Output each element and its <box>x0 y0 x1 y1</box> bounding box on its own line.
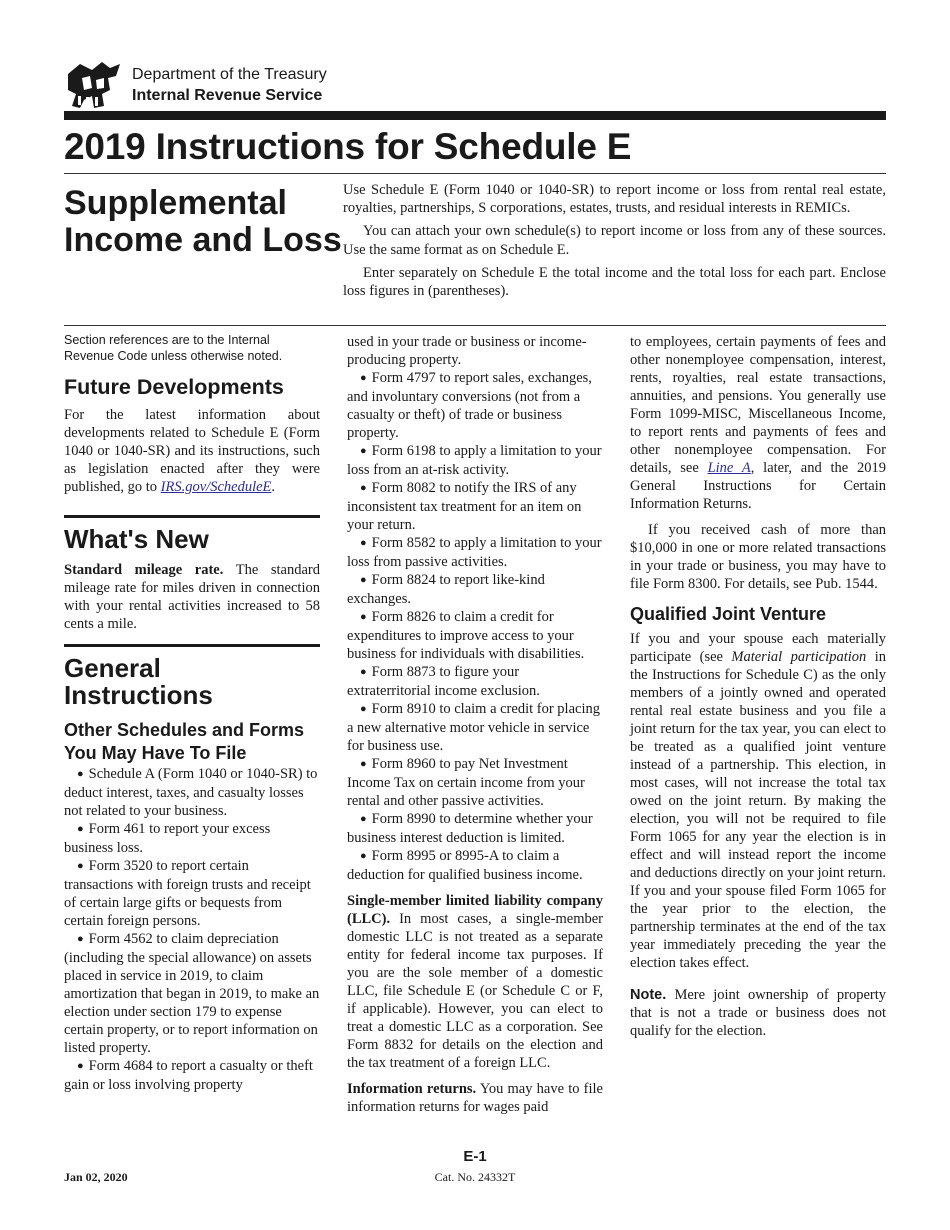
llc-label: Single-member limited liability company (LLC). <box>347 893 603 927</box>
mileage-rate-text: The standard mileage rate for miles driven in connection with your rental activities increased to 58 cents a mile. <box>64 562 321 632</box>
list-item-continued: used in your trade or business or income-producing property. <box>347 334 587 368</box>
list-item: ● Form 8824 to report like-kind exchanges. <box>347 572 545 607</box>
list-item: ● Form 8873 to figure your extraterritorial income exclusion. <box>347 664 540 699</box>
list-item-text: Form 8995 or 8995-A to claim a deduction for qualified business income. <box>347 848 583 883</box>
list-item-text: Form 4684 to report a casualty or theft gain or loss involving property <box>64 1058 313 1093</box>
mileage-rate-paragraph <box>64 561 320 633</box>
column-1 <box>64 333 320 1094</box>
list-item: ● Form 8826 to claim a credit for expenditures to improve access to your business for individuals with disabilities. <box>347 609 585 662</box>
intro-paragraph: Enter separately on Schedule E the total income and the total loss for each part. Enclose loss figures in (parentheses). <box>343 264 886 300</box>
list-item: ● Form 8582 to apply a limitation to your loss from passive activities. <box>347 535 602 570</box>
list-item-text: Form 4562 to claim depreciation (including the special allowance) on assets placed in service in 2019, to claim amortization that began in 2019, to make an election under section 179 to expense certain property, or to report information on listed property. <box>64 931 320 1056</box>
agency-service: Internal Revenue Service <box>132 87 323 104</box>
list-item-text: Form 6198 to apply a limitation to your loss from an at-risk activity. <box>347 443 602 478</box>
irs-eagle-logo-icon <box>64 60 124 110</box>
list-item: ● Form 4684 to report a casualty or theft gain or loss involving property <box>64 1058 313 1093</box>
list-item-text: Form 4797 to report sales, exchanges, and involuntary conversions (not from a casualty or theft) of trade or business property. <box>347 370 592 441</box>
list-item: ● Form 4797 to report sales, exchanges, and involuntary conversions (not from a casualty or theft) of trade or business property. <box>347 370 592 441</box>
header-thick-rule <box>64 111 886 120</box>
list-item-text: Form 461 to report your excess business loss. <box>64 821 271 856</box>
list-item-text: Form 8960 to pay Net Investment Income Tax on certain income from your rental and other passive activities. <box>347 756 585 809</box>
intro-text <box>343 181 886 305</box>
column-3 <box>630 333 886 1040</box>
information-returns-paragraph <box>347 1080 603 1116</box>
section-rule <box>64 644 320 647</box>
list-item: ● Form 461 to report your excess business loss. <box>64 821 271 856</box>
qualified-joint-venture-text <box>630 630 886 972</box>
list-item-text: Form 8582 to apply a limitation to your loss from passive activities. <box>347 535 602 570</box>
general-instructions-heading-line-2: Instructions <box>64 680 213 710</box>
column-2 <box>347 333 603 1116</box>
list-item-text: Form 8990 to determine whether your business interest deduction is limited. <box>347 811 593 846</box>
revision-date: Jan 02, 2020 <box>64 1170 128 1184</box>
note-label: Note. <box>630 987 667 1003</box>
list-item-text: Schedule A (Form 1040 or 1040-SR) to deduct interest, taxes, and casualty losses not related to your business. <box>64 766 318 819</box>
list-item-text: Form 8082 to notify the IRS of any inconsistent tax treatment for an item on your return. <box>347 480 582 533</box>
other-schedules-heading: Other Schedules and Forms You May Have To File <box>64 720 305 763</box>
list-item-text: Form 8826 to claim a credit for expenditures to improve access to your business for individuals with disabilities. <box>347 609 585 662</box>
agency-department: Department of the Treasury <box>132 66 327 83</box>
list-item-text: Form 8910 to claim a credit for placing a new alternative motor vehicle in service for business use. <box>347 701 600 754</box>
list-item: ● Form 8995 or 8995-A to claim a deduction for qualified business income. <box>347 848 583 883</box>
list-item-text: Form 8824 to report like-kind exchanges. <box>347 572 545 607</box>
list-item-text: Form 3520 to report certain transactions with foreign trusts and receipt of certain large gifts or bequests from certain foreign persons. <box>64 858 311 929</box>
intro-paragraph: Use Schedule E (Form 1040 or 1040-SR) to report income or loss from rental real estate, royalties, partnerships, S corporations, estates, trusts, and residual interests in REMICs. <box>343 182 886 217</box>
paragraph-text: If you and your spouse each materially participate (see <box>630 631 886 665</box>
intro-rule <box>64 325 886 326</box>
paragraph-text: to employees, certain payments of fees and other nonemployee compensation, interest, rents, royalties, real estate transactions, annuities, and pensions. You generally use Form 1099-MISC, Miscellaneous Income, to report rents and payments of fees and other nonemployee compensation. For details, see <box>630 334 886 476</box>
irs-schedule-e-link[interactable]: IRS.gov/ScheduleE <box>160 479 272 495</box>
list-item: ● Form 6198 to apply a limitation to your loss from an at-risk activity. <box>347 443 602 478</box>
list-item: ● Schedule A (Form 1040 or 1040-SR) to deduct interest, taxes, and casualty losses not related to your business. <box>64 766 318 819</box>
document-title: 2019 Instructions for Schedule E <box>64 126 632 167</box>
agency-name <box>132 64 327 106</box>
document-subtitle <box>64 185 344 259</box>
future-developments-heading: Future Developments <box>64 375 284 399</box>
line-a-link[interactable]: Line A <box>707 460 751 476</box>
page-number: E-1 <box>463 1148 487 1165</box>
subtitle-line-2: Income and Loss <box>64 221 342 259</box>
list-item-text: Form 8873 to figure your extraterritorial income exclusion. <box>347 664 540 699</box>
other-forms-list <box>64 765 320 1094</box>
list-item: ● Form 8990 to determine whether your business interest deduction is limited. <box>347 811 593 846</box>
mileage-rate-label: Standard mileage rate. <box>64 562 224 578</box>
subtitle-line-1: Supplemental <box>64 184 287 222</box>
future-developments-body: For the latest information about developments related to Schedule E (Form 1040 or 1040-SR) and its instructions, such as legislation enacted after they were published, go to <box>64 407 320 495</box>
future-developments-text <box>64 406 320 496</box>
general-instructions-heading-line-1: General <box>64 653 161 683</box>
list-item: ● Form 8960 to pay Net Investment Income Tax on certain income from your rental and other passive activities. <box>347 756 585 809</box>
general-instructions-heading <box>64 655 320 709</box>
material-participation-term: Material participation <box>731 649 867 665</box>
information-returns-text: You may have to file information returns for wages paid <box>347 1081 603 1115</box>
note-text: Mere joint ownership of property that is not a trade or business does not qualify for the election. <box>630 987 886 1039</box>
qualified-joint-venture-heading: Qualified Joint Venture <box>630 604 827 624</box>
catalog-number: Cat. No. 24332T <box>434 1170 516 1184</box>
title-rule <box>64 173 886 174</box>
sentence-end: . <box>271 479 276 495</box>
list-item: ● Form 3520 to report certain transactions with foreign trusts and receipt of certain large gifts or bequests from certain foreign persons. <box>64 858 311 929</box>
list-item: ● Form 8082 to notify the IRS of any inconsistent tax treatment for an item on your return. <box>347 480 582 533</box>
information-returns-label: Information returns. <box>347 1081 477 1097</box>
paragraph-text: , later, and the 2019 General Instructions for Certain Information Returns. <box>630 460 886 512</box>
section-rule <box>64 515 320 518</box>
llc-paragraph <box>347 892 603 1072</box>
intro-paragraph: You can attach your own schedule(s) to report income or loss from any of these sources. Use the same format as on Schedule E. <box>343 223 886 258</box>
list-item: ● Form 4562 to claim depreciation (including the special allowance) on assets placed in service in 2019, to claim amortization that began in 2019, to make an election under section 179 to expense certain property, or to report information on listed property. <box>64 931 320 1056</box>
list-item: ● Form 8910 to claim a credit for placing a new alternative motor vehicle in service for business use. <box>347 701 600 754</box>
section-references-note: Section references are to the Internal Revenue Code unless otherwise noted. <box>64 333 283 363</box>
note-paragraph <box>630 986 886 1040</box>
whats-new-heading: What's New <box>64 524 209 554</box>
paragraph-text: in the Instructions for Schedule C) as the only members of a jointly owned and operated rental real estate business and you file a joint return for the tax year, you can elect to be treated as a qualified joint venture instead of a partnership. This election, in most cases, will not increase the total tax owed on the joint return. By making the election, you will not be required to file Form 1065 for any year the election is in effect and will instead report the income and deductions directly on your joint return. If you and your spouse filed Form 1065 for the year prior to the election, the partnership terminates at the end of the tax year immediately preceding the year the election takes effect. <box>630 649 887 971</box>
llc-text: In most cases, a single-member domestic LLC is not treated as a separate entity for federal income tax purposes. If you are the sole member of a domestic LLC, file Schedule E (or Schedule C or F, if applicable). However, you can elect to treat a domestic LLC as a corporation. See Form 8832 for details on the election and the tax treatment of a foreign LLC. <box>347 911 603 1071</box>
information-returns-continued <box>630 333 886 513</box>
form-8300-paragraph: If you received cash of more than $10,000 in one or more related transactions in your trade or business, you may have to file Form 8300. For details, see Pub. 1544. <box>630 522 886 592</box>
